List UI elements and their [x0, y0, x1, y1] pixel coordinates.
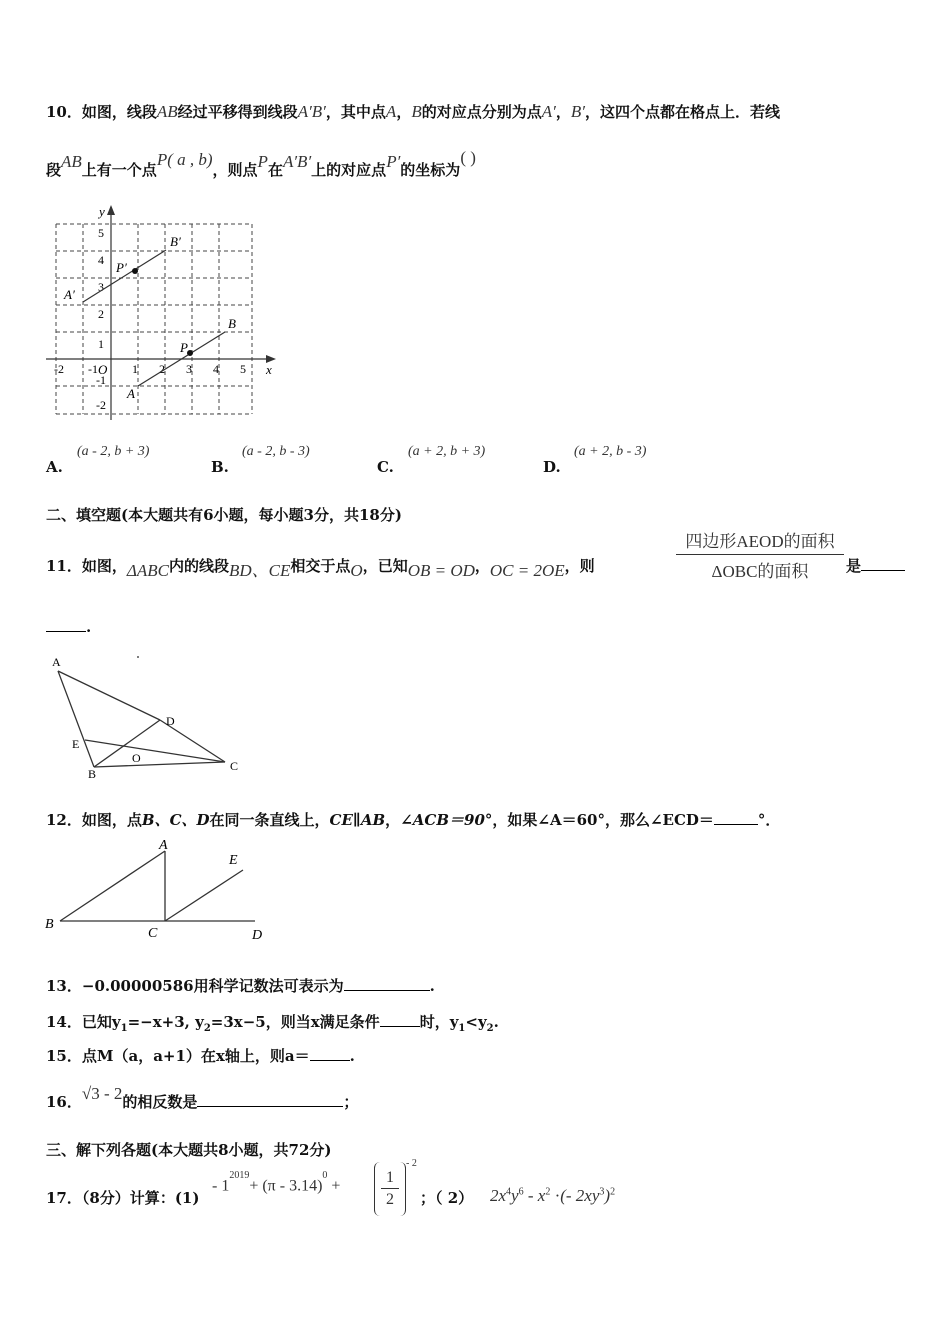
- q12-answer-blank[interactable]: [714, 810, 758, 825]
- q17-half-fraction: 1 2: [374, 1162, 406, 1216]
- q15-answer-blank[interactable]: [310, 1046, 350, 1061]
- y-tick-3: 3: [98, 280, 104, 294]
- q17-exponent-neg2: - 2: [406, 1158, 417, 1169]
- q12-number: 12．: [46, 811, 82, 829]
- x-tick-2: 2: [159, 362, 165, 376]
- q10-coordinate-graph: [40, 202, 285, 422]
- segment-AB: [60, 851, 165, 921]
- q14-answer-blank[interactable]: [380, 1012, 420, 1027]
- label-A: A: [52, 655, 61, 669]
- label-O: O: [132, 751, 141, 765]
- option-A-label[interactable]: A.: [46, 458, 63, 476]
- section-2-heading: 二、填空题(本大题共有6小题，每小题3分，共18分): [46, 506, 402, 524]
- q12-line: 12．如图，点B、C、D在同一条直线上，CE∥AB，∠ACB＝90°，如果∠A＝60°，那么∠ECD＝ °．: [46, 811, 781, 829]
- point-Pp: [132, 268, 138, 274]
- label-A: A: [159, 838, 168, 853]
- q12-figure: [40, 835, 270, 947]
- option-A-expr: (a - 2, b + 3): [77, 444, 150, 459]
- option-C-label[interactable]: C.: [377, 458, 394, 476]
- q17-expression-1: - $1^{2019}+ (\pi - 3.14)^0$ +: [212, 1170, 341, 1195]
- option-B-label[interactable]: B.: [211, 458, 229, 476]
- side-BC: [94, 762, 225, 767]
- option-B-expr: (a - 2, b - 3): [242, 444, 310, 459]
- label-D: D: [166, 714, 175, 728]
- q13-number: 13．: [46, 977, 82, 995]
- q14-line: 14．已知$y_1=-x+3$, $y_2=3x-5$，则当x满足条件 时，$y_1<y_2$.: [46, 1013, 499, 1034]
- option-C-expr: (a + 2, b + 3): [408, 444, 486, 459]
- q16-expression: √3 - 2: [81, 1084, 123, 1103]
- x-axis-label: x: [266, 362, 272, 377]
- q16-line: 16．√3 - 2的相反数是 ；: [46, 1084, 359, 1111]
- q15-line: 15．点M（a，a+1）在x轴上，则a＝ .: [46, 1047, 355, 1065]
- y-tick-1: 1: [98, 337, 104, 351]
- y-tick-2: 2: [98, 307, 104, 321]
- label-E: E: [229, 853, 238, 868]
- q11-fraction: [676, 527, 844, 582]
- q13-answer-blank[interactable]: [344, 976, 430, 991]
- label-P: P: [180, 340, 188, 355]
- q11-answer-tail: 是: [846, 556, 905, 576]
- q16-number: 16．: [46, 1093, 82, 1111]
- q11-fraction-denominator: ΔOBC的面积: [711, 562, 809, 581]
- label-B: B: [228, 316, 236, 331]
- y-tick-4: 4: [98, 253, 104, 267]
- x-tick-1: 1: [132, 362, 138, 376]
- grid-lines: [56, 224, 252, 414]
- y-tick-neg1: -1: [96, 373, 106, 387]
- label-Ap: A′: [64, 287, 75, 302]
- y-axis-arrow-icon: [107, 205, 115, 215]
- q14-number: 14．: [46, 1013, 82, 1031]
- q11-number: 11．: [46, 557, 82, 575]
- q17-part2-label: ；（ 2）: [420, 1189, 474, 1207]
- label-B: B: [88, 767, 97, 781]
- y-tick-5: 5: [98, 226, 104, 240]
- label-A: A: [127, 386, 135, 401]
- label-Pp: P′: [116, 260, 127, 275]
- stray-dot: [137, 656, 139, 658]
- q11-triangle-figure: [40, 650, 250, 782]
- x-tick-3: 3: [186, 362, 192, 376]
- q10-number: 10．: [46, 103, 82, 121]
- q11-fraction-numerator: 四边形AEOD的面积: [676, 527, 844, 555]
- option-D-expr: (a + 2, b - 3): [574, 444, 647, 459]
- q11-line1: 11．如图，ΔABC内的线段BD、CE相交于点O，已知OB = OD，OC = 2OE，则: [46, 557, 595, 580]
- y-tick-neg2: -2: [96, 398, 106, 412]
- label-C: C: [230, 759, 239, 773]
- x-tick-neg2: -2: [54, 362, 64, 376]
- q11-line2: .: [46, 617, 91, 637]
- q13-line: 13．−0.00000586用科学记数法可表示为 .: [46, 977, 435, 995]
- origin-label: O: [98, 362, 108, 377]
- q11-answer-blank-2[interactable]: [46, 617, 86, 632]
- q10-line1: 10．如图，线段AB经过平移得到线段A′B′，其中点A，B的对应点分别为点A′，B′，这四个点都在格点上．若线: [46, 102, 780, 121]
- option-D-label[interactable]: D.: [543, 458, 561, 476]
- y-axis-label: y: [99, 204, 105, 219]
- label-Bp: B′: [170, 234, 181, 249]
- q10-line2: 段AB上有一个点P( a , b)，则点P在A′B′上的对应点P′的坐标为( ): [46, 148, 476, 179]
- q11-answer-blank-1[interactable]: [861, 556, 905, 571]
- q15-number: 15．: [46, 1047, 82, 1065]
- q17-line: 17．（8分）计算：(1): [46, 1189, 200, 1207]
- x-tick-5: 5: [240, 362, 246, 376]
- section-3-heading: 三、解下列各题(本大题共8小题，共72分): [46, 1141, 332, 1159]
- x-tick-4: 4: [213, 362, 219, 376]
- label-D: D: [252, 928, 263, 943]
- segment-ApBp: [83, 250, 166, 302]
- label-B: B: [45, 917, 54, 932]
- x-tick-neg1: -1: [88, 362, 98, 376]
- label-C: C: [148, 926, 158, 941]
- segment-CE: [165, 870, 243, 921]
- q16-answer-blank[interactable]: [197, 1092, 343, 1107]
- q17-number: 17．: [46, 1189, 82, 1207]
- label-E: E: [72, 737, 80, 751]
- q17-expression-2: $2x^4y^6 - x^2$ ·(- $2xy^3)^2$: [490, 1186, 616, 1205]
